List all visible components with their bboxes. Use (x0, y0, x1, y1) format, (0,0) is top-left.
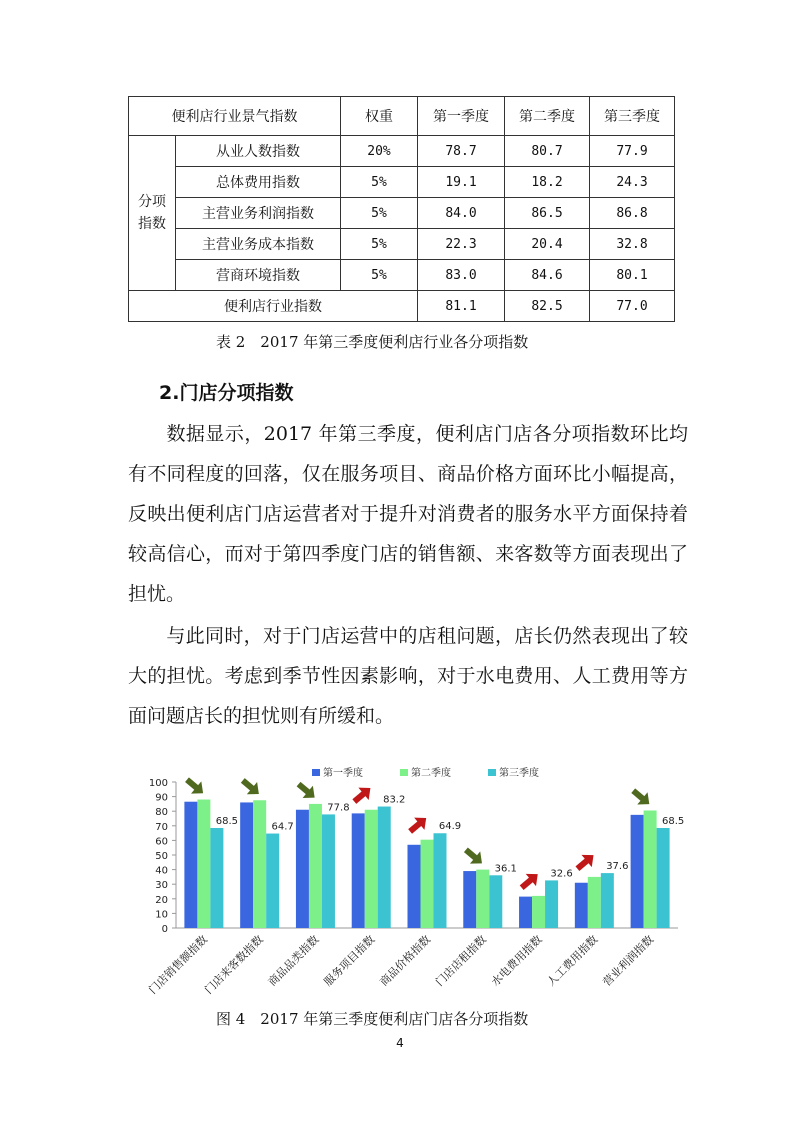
y-tick-label: 30 (155, 880, 168, 892)
bar (309, 804, 322, 928)
bar (601, 873, 614, 928)
legend-swatch (488, 769, 496, 776)
legend-swatch (312, 769, 320, 776)
table-row (129, 198, 675, 229)
table-row (129, 260, 675, 291)
bar (240, 802, 253, 928)
bar (352, 813, 365, 928)
table-header-cell: 第二季度 (505, 97, 590, 136)
bar (378, 807, 391, 928)
bar (421, 840, 434, 928)
arrow-shape (238, 774, 264, 800)
page-number: 4 (396, 1036, 404, 1050)
bar (296, 810, 309, 928)
trend-up-arrow-icon (349, 782, 375, 808)
row-q2: 20.4 (505, 229, 590, 260)
category-label: 门店来客数指数 (202, 932, 266, 997)
row-name: 主营业务利润指数 (176, 198, 341, 229)
arrow-shape (628, 785, 654, 811)
trend-down-arrow-icon (293, 778, 319, 804)
bar (519, 897, 532, 928)
row-q3: 77.9 (590, 136, 675, 167)
row-q3: 80.1 (590, 260, 675, 291)
table-row (129, 136, 675, 167)
data-label: 68.5 (661, 815, 685, 827)
bar (657, 828, 670, 928)
legend-label: 第二季度 (411, 768, 451, 779)
bar (434, 833, 447, 928)
data-label: 83.2 (383, 794, 406, 806)
y-tick-label: 100 (148, 778, 168, 789)
row-name: 总体费用指数 (176, 167, 341, 198)
arrow-shape (349, 782, 375, 808)
y-tick-label: 70 (155, 821, 168, 833)
bar (476, 870, 489, 928)
row-q1: 84.0 (418, 198, 505, 229)
y-tick-label: 60 (155, 836, 168, 848)
data-label: 64.9 (438, 821, 462, 833)
total-q1: 81.1 (418, 291, 505, 322)
category-label: 服务项目指数 (321, 932, 378, 989)
bar (408, 845, 421, 928)
paragraph-2 (128, 616, 688, 736)
legend-swatch (400, 769, 408, 776)
trend-down-arrow-icon (238, 774, 264, 800)
data-label: 37.6 (606, 861, 629, 873)
total-name: 便利店行业指数 (129, 291, 418, 322)
group-label: 分项指数 (138, 194, 166, 232)
y-tick-label: 10 (155, 909, 168, 921)
y-tick-label: 90 (155, 792, 168, 804)
category-label: 商品品类指数 (265, 932, 322, 989)
bar (253, 800, 266, 928)
row-weight: 5% (341, 198, 418, 229)
row-q2: 80.7 (505, 136, 590, 167)
row-q3: 86.8 (590, 198, 675, 229)
data-label: 68.5 (215, 815, 239, 827)
arrow-shape (461, 844, 487, 870)
total-q3: 77.0 (590, 291, 675, 322)
row-weight: 5% (341, 167, 418, 198)
legend-label: 第一季度 (323, 768, 363, 779)
row-weight: 20% (341, 136, 418, 167)
arrow-shape (293, 778, 319, 804)
arrow-shape (405, 812, 431, 838)
row-q3: 32.8 (590, 229, 675, 260)
trend-down-arrow-icon (461, 844, 487, 870)
bar (631, 815, 644, 928)
row-weight: 5% (341, 260, 418, 291)
category-label: 门店店租指数 (433, 932, 489, 989)
row-q2: 84.6 (505, 260, 590, 291)
arrow-shape (572, 849, 598, 875)
bar (266, 834, 279, 928)
paragraph-1 (128, 414, 688, 614)
paragraph-text: 与此同时，对于门店运营中的店租问题，店长仍然表现出了较大的担忧。考虑到季节性因素影响，对于水电费用、人工费用等方面问题店长的担忧则有所缓和。 (128, 625, 688, 727)
data-label: 36.1 (494, 863, 517, 875)
table-header-row (129, 97, 675, 136)
bar (197, 800, 210, 928)
trend-up-arrow-icon (572, 849, 598, 875)
data-label: 77.8 (327, 802, 350, 814)
row-name: 从业人数指数 (176, 136, 341, 167)
trend-down-arrow-icon (182, 774, 208, 800)
arrow-shape (182, 774, 208, 800)
row-q1: 22.3 (418, 229, 505, 260)
paragraph-text: 数据显示，2017 年第三季度，便利店门店各分项指数环比均有不同程度的回落，仅在服务项目、商品价格方面环比小幅提高，反映出便利店门店运营者对于提升对消费者的服务水平方面保持着较高信心，而对于第四季度门店的销售额、来客数等方面表现出了担忧。 (128, 423, 688, 605)
bar (365, 810, 378, 928)
y-tick-label: 0 (161, 924, 168, 935)
row-q1: 78.7 (418, 136, 505, 167)
bar (184, 802, 197, 928)
arrow-shape (517, 868, 543, 894)
trend-up-arrow-icon (517, 868, 543, 894)
table-header-cell: 便利店行业景气指数 (129, 97, 341, 136)
data-label: 64.7 (271, 821, 294, 833)
category-label: 水电费用指数 (488, 932, 545, 989)
bar (545, 880, 558, 928)
store-index-bar-chart (128, 758, 688, 1006)
category-label: 营业利润指数 (600, 932, 657, 989)
table-row (129, 167, 675, 198)
row-q1: 83.0 (418, 260, 505, 291)
total-q2: 82.5 (505, 291, 590, 322)
table-header-cell: 权重 (341, 97, 418, 136)
row-q2: 86.5 (505, 198, 590, 229)
row-name: 主营业务成本指数 (176, 229, 341, 260)
category-label: 商品价格指数 (377, 932, 434, 989)
figure-caption: 图 4 2017 年第三季度便利店门店各分项指数 (216, 1010, 529, 1028)
y-tick-label: 50 (155, 851, 168, 862)
data-label: 32.6 (550, 868, 573, 880)
bar (644, 810, 657, 928)
legend-label: 第三季度 (499, 768, 539, 779)
bar (322, 814, 335, 928)
industry-index-table (128, 96, 675, 322)
trend-down-arrow-icon (628, 785, 654, 811)
row-q1: 19.1 (418, 167, 505, 198)
y-tick-label: 40 (155, 865, 168, 877)
table-caption: 表 2 2017 年第三季度便利店行业各分项指数 (216, 333, 529, 351)
category-label: 门店销售额指数 (146, 932, 211, 997)
table-total-row (129, 291, 675, 322)
row-name: 营商环境指数 (176, 260, 341, 291)
bar (489, 875, 502, 928)
y-tick-label: 20 (155, 894, 168, 906)
bar (575, 883, 588, 928)
section-heading: 2.门店分项指数 (159, 382, 294, 404)
table-header-cell: 第三季度 (590, 97, 675, 136)
table-row (129, 229, 675, 260)
category-label: 人工费用指数 (544, 932, 601, 989)
group-label-cell (129, 136, 176, 291)
table-header-cell: 第一季度 (418, 97, 505, 136)
row-weight: 5% (341, 229, 418, 260)
row-q2: 18.2 (505, 167, 590, 198)
bar (532, 896, 545, 928)
bar (210, 828, 223, 928)
trend-up-arrow-icon (405, 812, 431, 838)
bar (463, 871, 476, 928)
row-q3: 24.3 (590, 167, 675, 198)
bar (588, 877, 601, 928)
y-tick-label: 80 (155, 807, 168, 819)
